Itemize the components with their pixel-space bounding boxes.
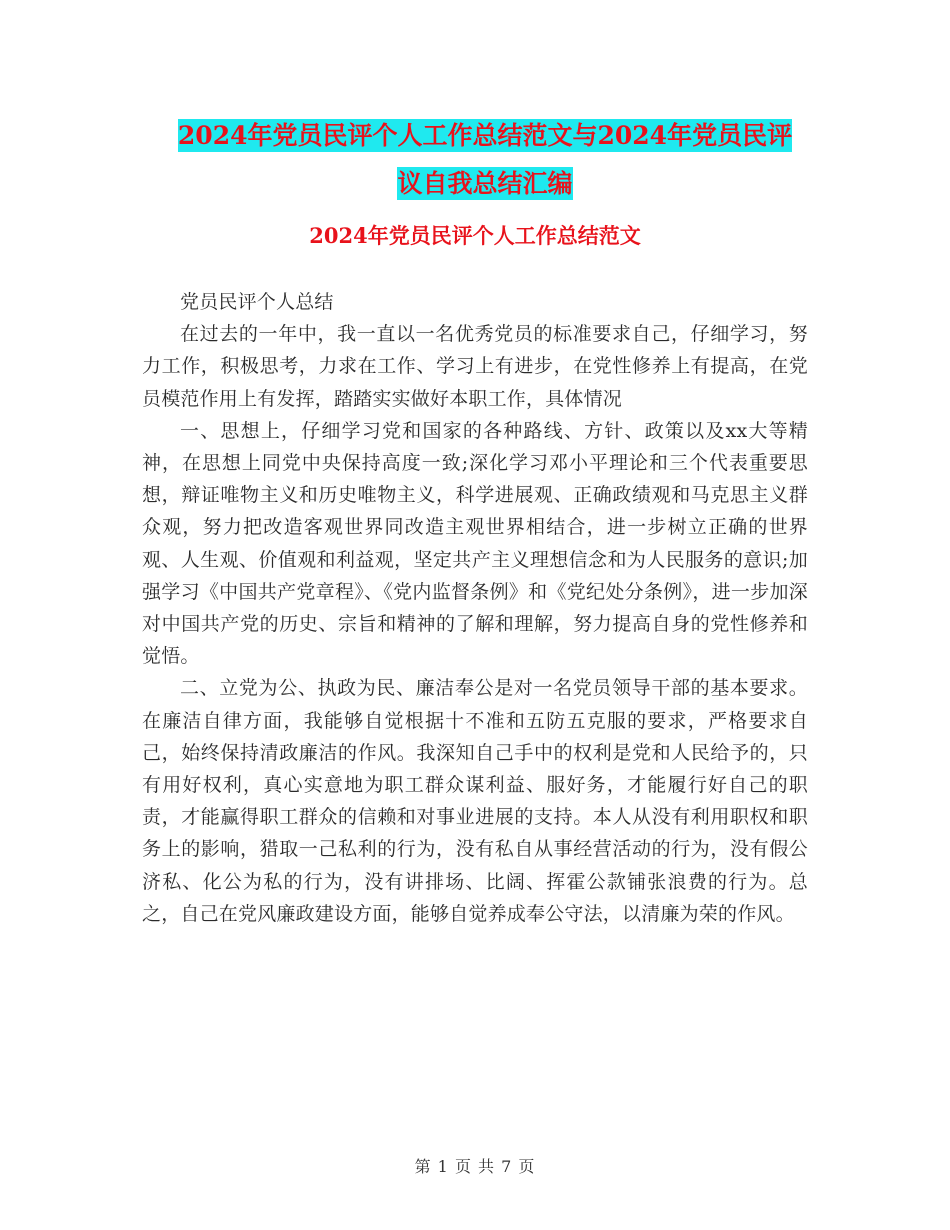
page-number-footer: 第 1 页 共 7 页 [414, 1157, 536, 1176]
document-title-line-1: 2024年党员民评个人工作总结范文与2024年党员民评 [177, 121, 793, 150]
section-title: 2024年党员民评个人工作总结范文 [309, 223, 641, 248]
paragraph-ideology: 一、思想上，仔细学习党和国家的各种路线、方针、政策以及xx大等精神，在思想上同党中央保持高度一致;深化学习邓小平理论和三个代表重要思想，辩证唯物主义和历史唯物主义，科学进展观、正确政绩观和马克思主义群众观，努力把改造客观世界同改造主观世界相结合，进一步树立正确的世界观、人生观、价值观和利益观，坚定共产主义理想信念和为人民服务的意识;加强学习《中国共产党章程》、《党内监督条例》和《党纪处分条例》，进一步加深对中国共产党的历史、宗旨和精神的了解和理解，努力提高自身的党性修养和觉悟。 [142, 419, 808, 668]
document-body [142, 286, 808, 930]
paragraph-heading: 党员民评个人总结 [180, 291, 334, 313]
paragraph-intro: 在过去的一年中，我一直以一名优秀党员的标准要求自己，仔细学习，努力工作，积极思考，力求在工作、学习上有进步，在党性修养上有提高，在党员模范作用上有发挥，踏踏实实做好本职工作，具体情况 [142, 323, 808, 410]
paragraph-integrity: 二、立党为公、执政为民、廉洁奉公是对一名党员领导干部的基本要求。在廉洁自律方面，我能够自觉根据十不准和五防五克服的要求，严格要求自己，始终保持清政廉洁的作风。我深知自己手中的权利是党和人民给予的，只有用好权利，真心实意地为职工群众谋利益、服好务，才能履行好自己的职责，才能赢得职工群众的信赖和对事业进展的支持。本人从没有利用职权和职务上的影响，猎取一己私利的行为，没有私自从事经营活动的行为，没有假公济私、化公为私的行为，没有讲排场、比阔、挥霍公款铺张浪费的行为。总之，自己在党风廉政建设方面，能够自觉养成奉公守法，以清廉为荣的作风。 [142, 677, 808, 925]
document-title-line-2: 议自我总结汇编 [397, 169, 573, 198]
document-title [140, 112, 830, 208]
